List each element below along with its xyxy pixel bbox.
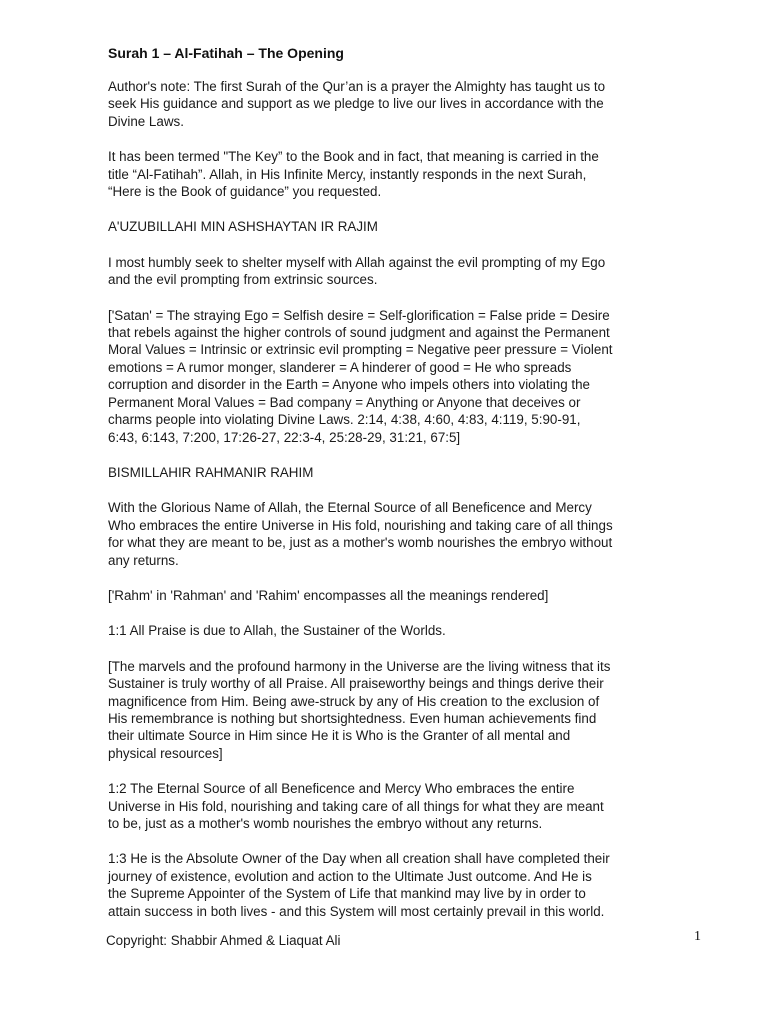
paragraph-line: Divine Laws. (108, 113, 184, 129)
paragraph-line: It has been termed "The Key” to the Book and in fact, that meaning is carried in the (108, 149, 599, 165)
document-page (108, 44, 680, 938)
paragraph-line: Moral Values = Intrinsic or extrinsic evil prompting = Negative peer pressure = Violent (108, 342, 613, 358)
paragraph-line: to be, just as a mother's womb nourishes the embryo without any returns. (108, 816, 543, 831)
paragraph-line: Sustainer is truly worthy of all Praise. All praiseworthy beings and things derive their (108, 676, 604, 692)
paragraph (108, 307, 680, 446)
paragraph-line: for what they are meant to be, just as a mother's womb nourishes the embryo without (108, 535, 613, 551)
paragraph-line: A'UZUBILLAHI MIN ASHSHAYTAN IR RAJIM (108, 219, 378, 235)
paragraph-line: ['Satan' = The straying Ego = Selfish desire = Self-glorification = False pride = Desire (108, 307, 610, 323)
paragraph-line: emotions = A rumor monger, slanderer = A hinderer of good = He who spreads (108, 359, 572, 375)
paragraph-line: Universe in His fold, nourishing and taking care of all things for what they are meant (108, 798, 604, 814)
paragraph (108, 78, 680, 130)
paragraph-line: [The marvels and the profound harmony in the Universe are the living witness that its (108, 658, 611, 674)
paragraph-line: that rebels against the higher controls of sound judgment and against the Permanent (108, 325, 610, 341)
paragraph-line: seek His guidance and support as we pledge to live our lives in accordance with the (108, 96, 604, 112)
paragraph-line: Who embraces the entire Universe in His fold, nourishing and taking care of all things (108, 517, 613, 533)
paragraph-line: and the evil prompting from extrinsic sources. (108, 272, 378, 288)
document-body (108, 78, 680, 920)
paragraph-line: attain success in both lives - and this System will most certainly prevail in this world. (108, 903, 605, 919)
page-number: 1 (694, 929, 701, 944)
paragraph-line: BISMILLAHIR RAHMANIR RAHIM (108, 464, 314, 480)
paragraph-line: His remembrance is nothing but shortsightedness. Even human achievements find (108, 710, 597, 726)
page-title: Surah 1 – Al-Fatihah – The Opening (108, 45, 344, 61)
paragraph (108, 658, 680, 762)
copyright-footer: Copyright: Shabbir Ahmed & Liaquat Ali (106, 933, 341, 948)
paragraph-line: Permanent Moral Values = Bad company = Anything or Anyone that deceives or (108, 394, 581, 410)
paragraph-line: I most humbly seek to shelter myself with Allah against the evil prompting of my Ego (108, 254, 606, 270)
paragraph (108, 464, 680, 481)
paragraph-line: their ultimate Source in Him since He it is Who is the Granter of all mental and (108, 728, 571, 744)
paragraph-line: 1:2 The Eternal Source of all Beneficence and Mercy Who embraces the entire (108, 781, 575, 797)
paragraph-line: “Here is the Book of guidance” you requested. (108, 184, 382, 200)
paragraph-line: 6:43, 6:143, 7:200, 17:26-27, 22:3-4, 25:28-29, 31:21, 67:5] (108, 429, 461, 445)
paragraph (108, 148, 680, 200)
paragraph-line: magnificence from Him. Being awe-struck by any of His creation to the exclusion of (108, 693, 600, 709)
paragraph-line: With the Glorious Name of Allah, the Eternal Source of all Beneficence and Mercy (108, 500, 592, 516)
paragraph (108, 587, 680, 604)
paragraph-line: title “Al-Fatihah”. Allah, in His Infinite Mercy, instantly responds in the next Surah, (108, 166, 587, 182)
paragraph (108, 850, 680, 920)
paragraph-line: Author's note: The first Surah of the Qur’an is a prayer the Almighty has taught us to (108, 79, 606, 94)
paragraph-line: corruption and disorder in the Earth = Anyone who impels others into violating the (108, 377, 590, 393)
paragraph-line: 1:3 He is the Absolute Owner of the Day when all creation shall have completed their (108, 851, 610, 867)
paragraph-line: any returns. (108, 552, 179, 568)
paragraph-line: ['Rahm' in 'Rahman' and 'Rahim' encompasses all the meanings rendered] (108, 587, 549, 603)
paragraph (108, 780, 680, 832)
paragraph-line: 1:1 All Praise is due to Allah, the Sustainer of the Worlds. (108, 623, 446, 639)
paragraph (108, 499, 680, 569)
paragraph-line: charms people into violating Divine Laws. 2:14, 4:38, 4:60, 4:83, 4:119, 5:90-91, (108, 412, 581, 428)
paragraph (108, 622, 680, 639)
paragraph-line: journey of existence, evolution and action to the Ultimate Just outcome. And He is (108, 868, 592, 884)
paragraph-line: physical resources] (108, 745, 223, 761)
paragraph-line: the Supreme Appointer of the System of Life that mankind may live by in order to (108, 886, 586, 902)
paragraph (108, 218, 680, 235)
paragraph (108, 254, 680, 289)
